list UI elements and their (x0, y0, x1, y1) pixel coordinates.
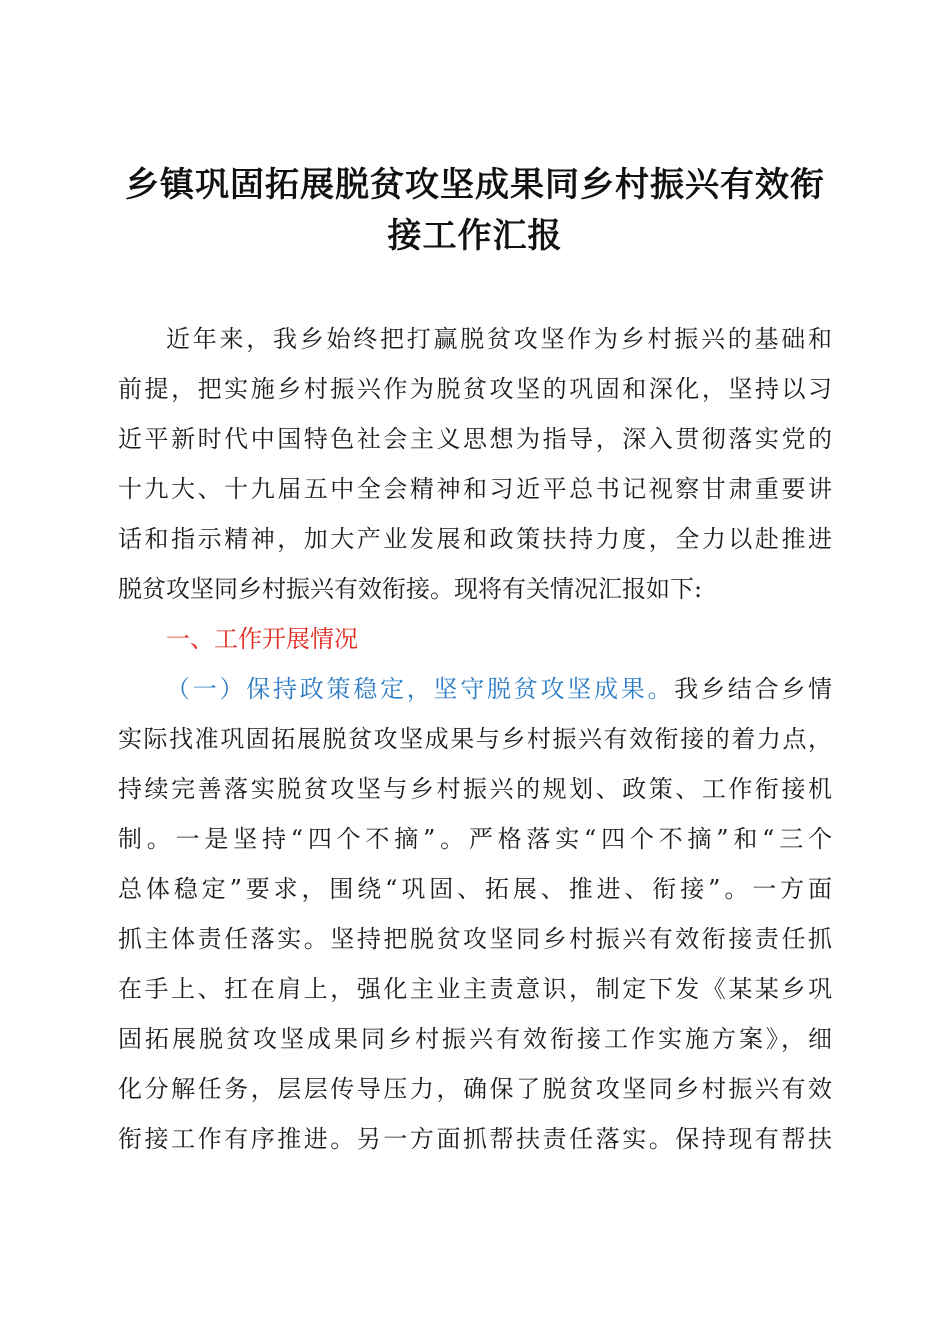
subsection-first-line-rest: 我乡结合乡情 (674, 675, 832, 703)
body-line: 衔接工作有序推进。另一方面抓帮扶责任落实。保持现有帮扶 (118, 1125, 832, 1153)
intro-line: 近平新时代中国特色社会主义思想为指导，深入贯彻落实党的 (118, 425, 832, 453)
body-line: 实际找准巩固拓展脱贫攻坚成果与乡村振兴有效衔接的着力点， (118, 725, 832, 753)
body-line: 固拓展脱贫攻坚成果同乡村振兴有效衔接工作实施方案》，细 (118, 1025, 832, 1053)
body-line: 总体稳定”要求，围绕“巩固、拓展、推进、衔接”。一方面 (118, 875, 832, 903)
intro-line: 十九大、十九届五中全会精神和习近平总书记视察甘肃重要讲 (118, 475, 832, 503)
subsection-heading: （一）保持政策稳定，坚守脱贫攻坚成果。 (166, 675, 675, 703)
body-line: 化分解任务，层层传导压力，确保了脱贫攻坚同乡村振兴有效 (118, 1075, 832, 1103)
body-line: 制。一是坚持“四个不摘”。严格落实“四个不摘”和“三个 (118, 825, 832, 853)
document-title-line-2: 接工作汇报 (387, 216, 563, 256)
document-title-line-1: 乡镇巩固拓展脱贫攻坚成果同乡村振兴有效衔 (125, 165, 825, 205)
intro-line: 前提，把实施乡村振兴作为脱贫攻坚的巩固和深化，坚持以习 (118, 375, 832, 403)
body-line: 抓主体责任落实。坚持把脱贫攻坚同乡村振兴有效衔接责任抓 (118, 925, 832, 953)
intro-line: 话和指示精神，加大产业发展和政策扶持力度，全力以赴推进 (118, 525, 832, 553)
intro-line: 脱贫攻坚同乡村振兴有效衔接。现将有关情况汇报如下: (118, 575, 703, 603)
subsection-first-line (166, 674, 832, 704)
section-heading: 一、工作开展情况 (166, 625, 358, 653)
body-line: 持续完善落实脱贫攻坚与乡村振兴的规划、政策、工作衔接机 (118, 775, 832, 803)
body-line: 在手上、扛在肩上，强化主业主责意识，制定下发《某某乡巩 (118, 975, 832, 1003)
intro-line: 近年来，我乡始终把打赢脱贫攻坚作为乡村振兴的基础和 (166, 325, 832, 353)
